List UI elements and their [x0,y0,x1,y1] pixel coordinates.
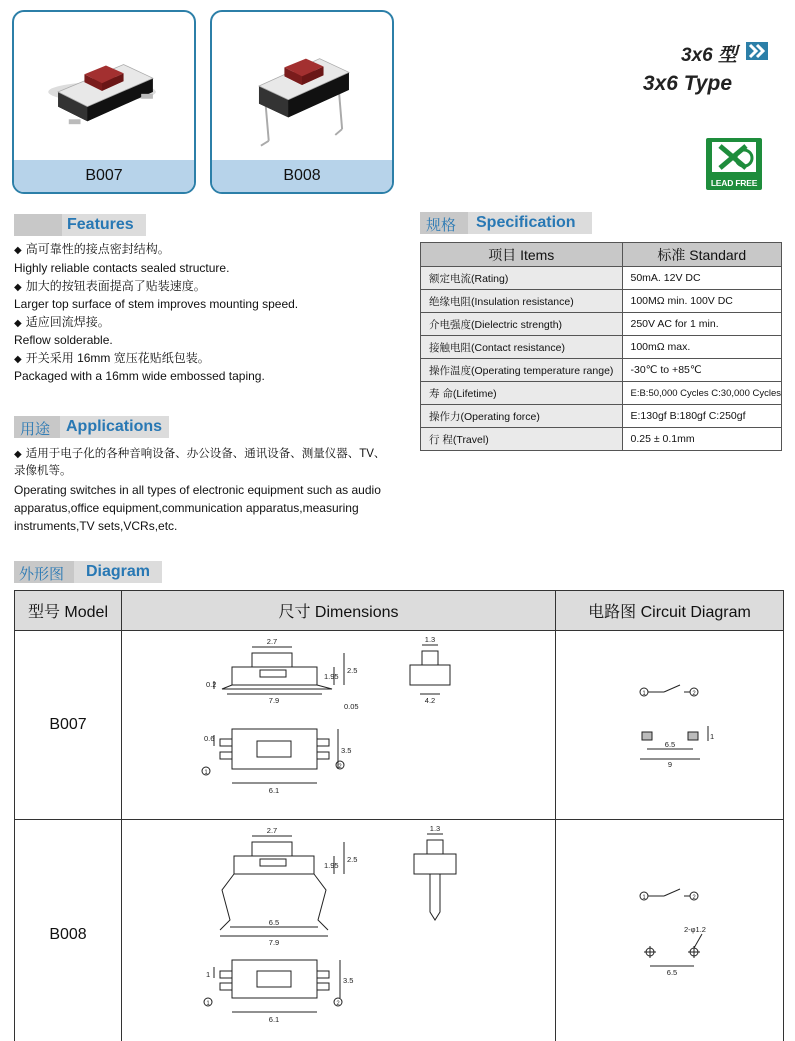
dim-label: 1 [206,970,211,979]
specification-title-zh: 规格 [426,217,457,234]
table-row [15,631,784,820]
table-header-row [15,591,784,631]
circuit-diagram-b007 [556,631,784,820]
table-row [421,359,782,382]
table-header-row [421,243,782,267]
spec-item: 额定电流(Rating) [421,267,623,290]
spec-item: 寿 命(Lifetime) [421,382,623,405]
feature-3-en: Reflow solderable. [14,333,113,347]
applications-zh-2: 录像机等。 [14,465,72,477]
circuit-diagram-b008 [556,820,784,1041]
diamond-bullet-icon: ◆ [14,449,22,460]
feature-3-zh: ◆ 适应回流焊接。 [14,315,110,329]
diagram-table [14,590,784,1041]
diamond-bullet-icon: ◆ [14,354,22,365]
column-header-circuit: 电路图 Circuit Diagram [556,591,784,631]
terminal-1-label: 1 [642,895,646,901]
applications-en-1: Operating switches in all types of electronic equipment such as audio [14,483,381,497]
dim-label: 6.1 [268,1015,280,1024]
switch-photo [212,12,392,162]
switch-photo [14,12,194,162]
table-row [421,428,782,451]
table-row [421,290,782,313]
model-cell: B007 [15,631,122,820]
terminal-2-label: 2 [692,691,696,697]
spec-item: 行 程(Travel) [421,428,623,451]
spec-value: 50mA. 12V DC [622,267,782,290]
product-label: B008 [212,160,392,192]
dim-label: 6.5 [268,918,280,927]
table-row [421,405,782,428]
dim-label: 2.5 [347,855,358,864]
pin-1-label: 1 [204,770,208,776]
spec-item: 介电强度(Dielectric strength) [421,313,623,336]
terminal-1-label: 1 [642,691,646,697]
dim-label: 7.9 [268,696,280,705]
dim-label: 1 [710,732,715,741]
dimension-drawing-b007 [122,631,556,820]
spec-value: 100mΩ max. [622,336,782,359]
pin-2-label: 2 [338,764,342,770]
feature-2-zh: ◆ 加大的按钮表面提高了贴装速度。 [14,279,206,293]
dim-label: 7.9 [268,938,280,947]
table-row [15,820,784,1041]
features-header [14,214,146,236]
model-cell: B008 [15,820,122,1041]
specification-header [420,212,592,234]
pin-1-label: 1 [206,1001,210,1007]
spec-value: -30℃ to +85℃ [622,359,782,382]
dim-label: 1.3 [424,635,436,644]
table-row [421,267,782,290]
diagram-title-zh: 外形图 [19,566,65,583]
column-header-standard: 标准 Standard [622,243,782,267]
page-title-zh: 3x6 型 [681,45,737,66]
dim-label: 0.6 [204,734,215,743]
pin-2-label: 2 [336,1001,340,1007]
spec-value: E:130gf B:180gf C:250gf [622,405,782,428]
product-card-b007 [12,10,196,194]
diagram-title: Diagram [86,563,151,580]
page-title-en: 3x6 Type [642,72,732,95]
dim-label: 2.7 [266,637,278,646]
terminal-2-label: 2 [692,895,696,901]
double-chevron-right-icon [746,42,768,60]
feature-1-en: Highly reliable contacts sealed structure. [14,261,230,275]
specification-title: Specification [476,214,576,231]
applications-en-3: instruments,TV sets,VCRs,etc. [14,519,178,533]
dim-label: 0.05 [344,702,359,711]
features-title: Features [67,216,134,233]
applications-title: Applications [66,418,163,435]
product-label: B007 [14,160,194,192]
dim-label: 0.2 [206,680,217,689]
spec-item: 接触电阻(Contact resistance) [421,336,623,359]
diamond-bullet-icon: ◆ [14,318,22,329]
spec-value: E:B:50,000 Cycles C:30,000 Cycles [622,382,782,405]
applications-title-zh: 用途 [20,421,51,438]
feature-2-en: Larger top surface of stem improves mounting speed. [14,297,299,311]
dim-label: 9 [667,760,673,769]
applications-zh-1: ◆ 适用于电子化的各种音响设备、办公设备、通讯设备、测量仪器、TV、 [14,448,386,460]
dim-label: 1.95 [324,861,339,870]
dim-label: 6.5 [664,740,676,749]
column-header-dimensions: 尺寸 Dimensions [122,591,556,631]
column-header-model: 型号 Model [15,591,122,631]
dim-label: 2.5 [347,666,358,675]
spec-value: 0.25 ± 0.1mm [622,428,782,451]
spec-item: 操作力(Operating force) [421,405,623,428]
diamond-bullet-icon: ◆ [14,282,22,293]
dim-label: 4.2 [424,696,436,705]
specification-table [420,242,782,451]
dim-label: 3.5 [341,746,352,755]
dim-label: 2-φ1.2 [684,925,706,934]
spec-value: 100MΩ min. 100V DC [622,290,782,313]
feature-1-zh: ◆ 高可靠性的接点密封结构。 [14,242,170,256]
dim-label: 3.5 [343,976,354,985]
dim-label: 1.3 [429,824,441,833]
diamond-bullet-icon: ◆ [14,245,22,256]
dim-label: 6.1 [268,786,280,795]
feature-4-zh: ◆ 开关采用 16mm 宽压花贴纸包装。 [14,351,210,365]
feature-4-en: Packaged with a 16mm wide embossed taping. [14,369,265,383]
applications-header [14,416,169,438]
applications-en-2: apparatus,office equipment,communication apparatus,measuring [14,501,359,515]
dim-label: 6.5 [666,968,678,977]
table-row [421,382,782,405]
spec-item: 操作温度(Operating temperature range) [421,359,623,382]
product-card-b008 [210,10,394,194]
spec-value: 250V AC for 1 min. [622,313,782,336]
lead-free-badge [706,138,762,190]
lead-free-label: LEAD FREE [710,178,758,188]
table-row [421,313,782,336]
dimension-drawing-b008 [122,820,556,1041]
spec-item: 绝缘电阻(Insulation resistance) [421,290,623,313]
column-header-items: 项目 Items [421,243,623,267]
diagram-header [14,561,162,583]
dim-label: 2.7 [266,826,278,835]
lead-free-icon [706,138,762,178]
table-row [421,336,782,359]
dim-label: 1.95 [324,672,339,681]
